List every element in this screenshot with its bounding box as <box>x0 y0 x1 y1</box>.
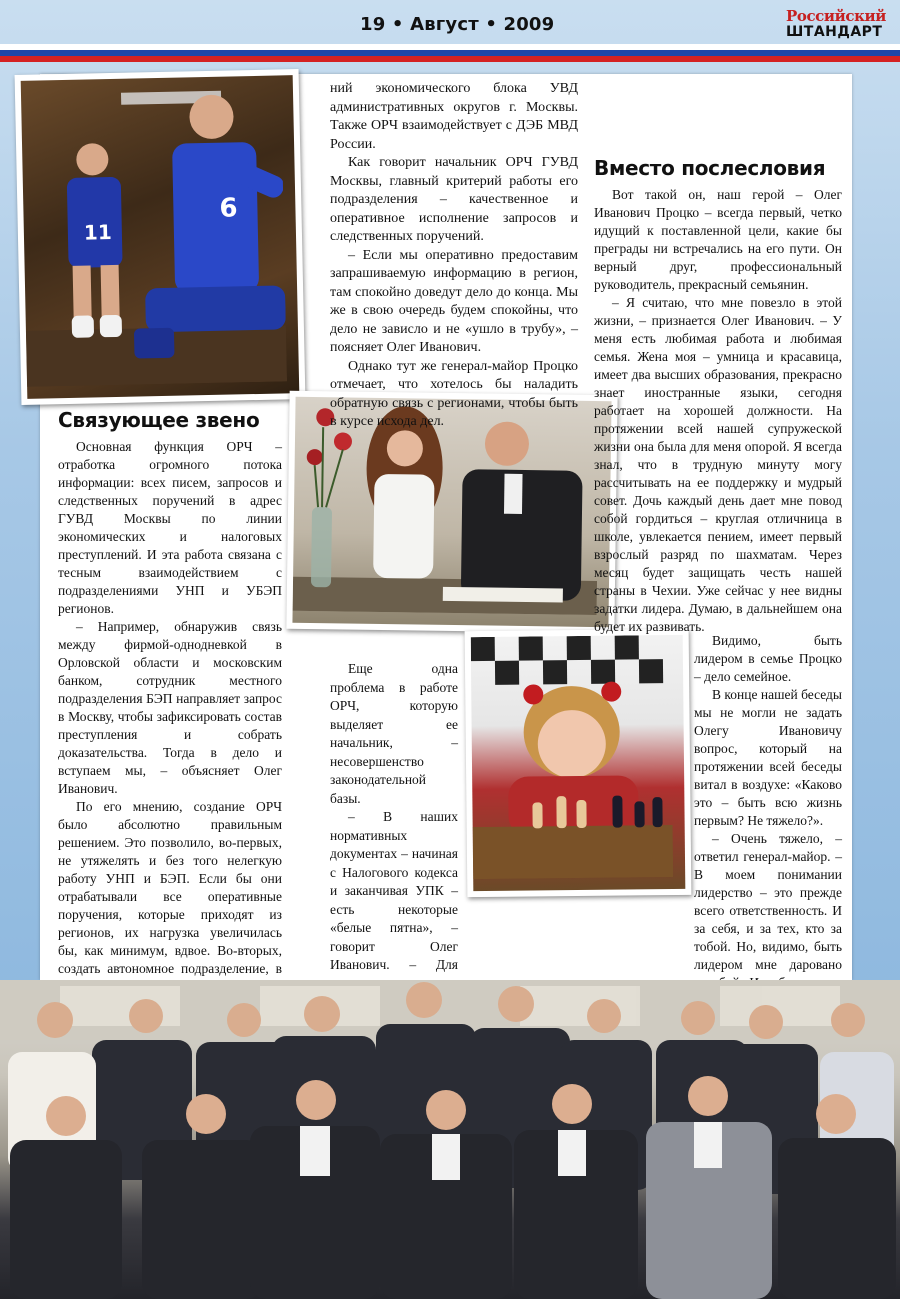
heading-connecting-link: Связующее звено <box>58 408 260 432</box>
chess-girl-illustration <box>471 635 674 879</box>
section2-paragraph-1: Вот такой он, наш герой – Олег Иванович Процко – всегда первый, четко идущий к поставленной цели, какие бы преграды ни встречались на его пути. Он верный друг, профессиональный руководитель, прекрасный семьянин. <box>594 187 842 292</box>
col2-paragraph-1: ний экономического блока УВД административных округов г. Москвы. Также ОРЧ взаимодействует с ДЭБ МВД России. <box>330 81 578 152</box>
photo-chess-girl <box>465 629 692 897</box>
section2-paragraph-4: В конце нашей беседы мы не могли не задать Олегу Ивановичу вопрос, который на протяжении всей беседы витал в воздухе: «Каково это – быть всю жизнь первым? Не тяжело?». <box>694 687 842 828</box>
tricolor-stripe <box>0 44 900 62</box>
section2-paragraph-2: – Я считаю, что мне повезло в этой жизни, – признается Олег Иванович. – У меня есть любимая работа и любимая семья. Жена моя – умница и красавица, имеет два высших образования, прекрасно знает иностранные языки, сегодня работает на хорошей должности. На протяжении всей нашей супружеской жизни она была для меня опорой. Я всегда знал, что в трудную минуту могу рассчитывать на ее поддержку и мудрый совет. Дочь каждый день дает мне повод собой гордиться – круглая отличница в школе, увлекается пением, имеет первый взрослый разряд по шахматам. Через месяц будет защищать честь нашей страны в Чехии. Уже сейчас у нее видны задатки лидера. Думаю, в дальнейшем она будет их развивать. <box>594 295 842 634</box>
volleyball-players-illustration <box>21 75 287 386</box>
col2-paragraph-4: Однако тут же генерал-майор Процко отмечает, что хотелось бы наладить обратную связь с регионами, чтобы быть в курсе исхода дел. <box>330 358 578 429</box>
section2-paragraph-5: – Очень тяжело, – ответил генерал-майор. – В моем понимании лидерство – это прежде всего ответственность. И за себя, и за тех, кто за тобой. Но, видимо, быть лидером мне даровано <box>694 831 842 972</box>
section1-paragraph-2: – Например, обнаружив связь между фирмой-однодневкой в Орловской области и московским банком, сотрудник местного подразделения БЭП направляет запрос в Москву, чтобы зафиксировать состав преступления и собрать доказательства. Тогда в дело и вступаем мы, – объясняет Олег Иванович. <box>58 619 282 796</box>
issue-date: 19 • Август • 2009 <box>360 14 555 35</box>
group-staff-illustration <box>0 980 900 1299</box>
col2-paragraph-6: – В наших нормативных документах – начиная с Налогового кодекса и заканчивая УПК – есть некоторые «белые пятна», – говорит Олег Иванович. – Для <box>330 809 458 972</box>
col2-paragraph-5: Еще одна проблема в работе ОРЧ, которую выделяет ее начальник, – несовершенство законодательной базы. <box>330 661 458 806</box>
col2-paragraph-2: Как говорит начальник ОРЧ ГУВД Москвы, главный критерий работы его подразделения – качественное и оперативное исполнение запросов и следственных поручений. <box>330 155 578 244</box>
page-header <box>0 0 900 64</box>
column-2-top <box>330 80 578 432</box>
col2-paragraph-3: – Если мы оперативно предоставим запрашиваемую информацию в регион, там спокойно доведут дело до конца. Мы же в свою очередь будем спокойны, что дело не зависло и не «ушло в трубу», – поясняет Олег Иванович. <box>330 247 578 355</box>
magazine-logo <box>786 8 886 40</box>
jersey-number-11: 11 <box>83 220 112 245</box>
logo-bottom-word: ШТАНДАРТ <box>785 24 883 40</box>
photo-volleyball <box>15 69 306 405</box>
section1-paragraph-1: Основная функция ОРЧ – отработка огромного потока информации: всех писем, запросов и следственных поручений в адрес ГУВД Москвы по линии экономических и налоговых преступлений. И эта работа связана с тесным взаимодействием с подразделениями УНП и УБЭП регионов. <box>58 439 282 616</box>
section2-paragraph-3: Видимо, быть лидером в семье Процко – дело семейное. <box>694 633 842 684</box>
jersey-number-6: 6 <box>219 193 238 224</box>
photo-group-staff <box>0 980 900 1299</box>
section-2-body <box>594 186 842 636</box>
section-2-narrow <box>694 632 842 1010</box>
section1-paragraph-3: По его мнению, создание ОРЧ было абсолютно правильным решением. Это позволило, во-первых, не утяжелять и без того нелегкую работу УНП и БЭП. Если бы они отрабатывали все оперативные поручения, которые приходят из регионов, их нагрузка увеличилась бы, как минимум, вдвое. Во-вторых, создать автономное подразделение, в <box>58 799 282 976</box>
heading-afterword: Вместо послесловия <box>594 156 826 180</box>
logo-top-word: Российский <box>785 7 886 25</box>
